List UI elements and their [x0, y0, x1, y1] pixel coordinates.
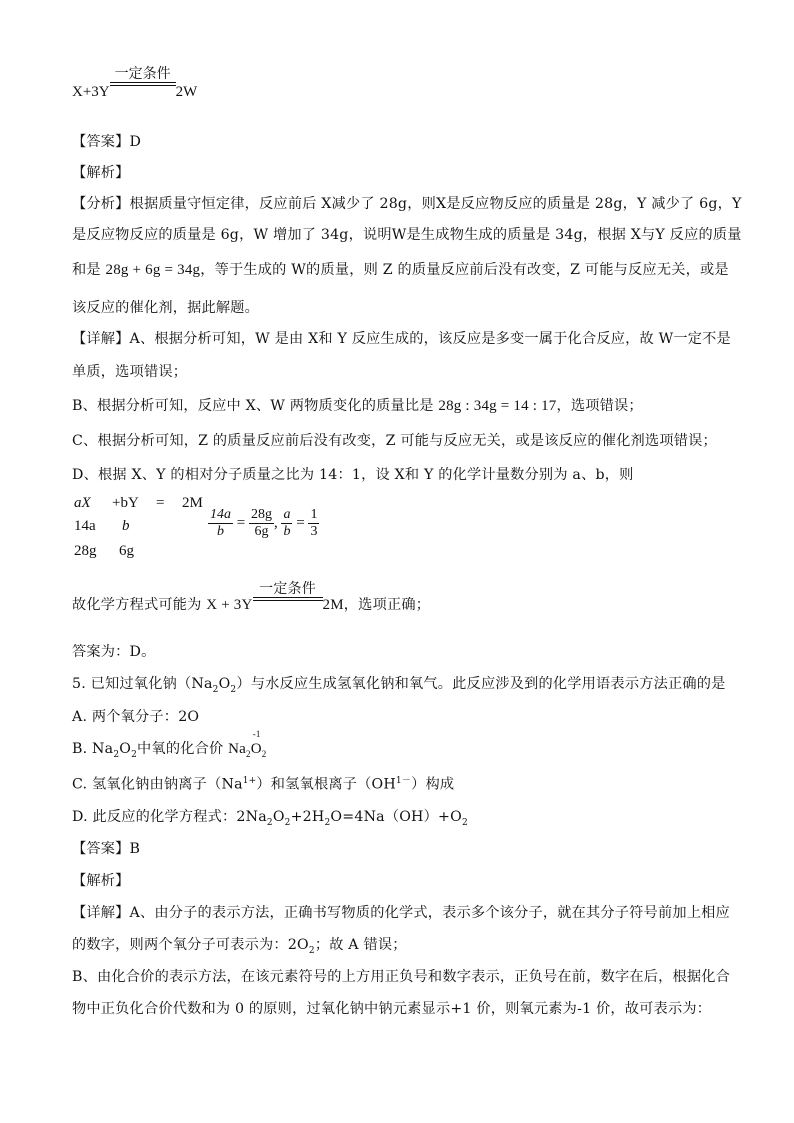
- text: ）构成: [411, 776, 455, 793]
- q4-final: 答案为：D。: [72, 644, 156, 660]
- numerator: 28g: [249, 507, 274, 524]
- q4-fenxi-line3: [72, 259, 729, 279]
- q5-analysis-label: 【解析】: [72, 873, 130, 889]
- denominator: b: [283, 524, 291, 540]
- top-eq-left: X+3Y: [72, 84, 110, 100]
- q4-fenxi-line1: 【分析】根据质量守恒定律，反应前后 X减少了 28g，则X是反应物反应的质量是 28g，Y 减少了 6g，Y: [72, 196, 742, 212]
- text: ，选项正确；: [343, 597, 431, 613]
- q5-option-a: A. 两个氧分子：2O: [72, 709, 200, 725]
- denominator: b: [217, 524, 224, 540]
- text: B. Na: [72, 741, 114, 757]
- q4-answer: 【答案】D: [72, 134, 142, 150]
- charge: 1+: [242, 776, 257, 786]
- q5-option-b: B. $Na_2O_2$中氧的化合价 $Na_2O$ -1 $_2$: [72, 729, 267, 760]
- numerator: 14a: [208, 507, 233, 524]
- text: ；故 A 错误；: [314, 937, 407, 953]
- text: O=4Na（OH）+O: [330, 809, 462, 825]
- frac-2: [249, 507, 274, 540]
- equals: =: [236, 515, 246, 532]
- q5-option-c: [72, 773, 454, 794]
- text: ，选项错误；: [556, 398, 643, 414]
- top-eq-condition: [110, 67, 176, 86]
- text: 的数字，则两个氧分子可表示为：2O: [72, 937, 309, 953]
- text: 和是: [72, 262, 101, 278]
- eq-right: 2M: [322, 597, 344, 613]
- q4-fenxi-line2: 是反应物反应的质量是 6g，W 增加了 34g，说明W是生成物生成的质量是 34g，根据 X与Y 反应的质量: [72, 227, 742, 243]
- eq-left: X + 3Y: [206, 597, 253, 613]
- text: B、根据分析可知，反应中 X、W 两物质变化的质量比是: [72, 398, 434, 414]
- text: D. 此反应的化学方程式：2Na: [72, 809, 267, 825]
- q5-stem: 5. 已知过氧化钠$(Na_2O_2)$与水反应生成氢氧化钠和氧气。此反应涉及到的化学用语表示方法正确的是: [72, 676, 726, 695]
- valence-mark: -1: [252, 729, 261, 739]
- mass-ratio-formula: 28g : 34g = 14 : 17: [438, 398, 557, 414]
- frac-3: [281, 507, 292, 540]
- mass-sum-formula: 28g + 6g = 34g: [105, 262, 201, 278]
- q4-detail-line1: 【详解】A、根据分析可知，W 是由 X和 Y 反应生成的，该反应是多变一属于化合反应，故 W一定不是: [72, 331, 731, 347]
- numerator: a: [281, 507, 292, 524]
- cell: 28g: [74, 543, 97, 559]
- fraction-equation: [208, 507, 319, 540]
- condition-text: 一定条件: [259, 581, 316, 597]
- charge: 1－: [395, 776, 412, 786]
- q5-detail-line4: 物中正负化合价代数和为 0 的原则，过氧化钠中钠元素显示+1 价，则氧元素为-1 价，故可表示为：: [72, 1001, 712, 1017]
- cell: +bY: [112, 495, 139, 511]
- q4-detail-line2: 单质，选项错误；: [72, 364, 188, 380]
- q5-detail-line2: 的数字，则两个氧分子可表示为：$2O_2$；故 A 错误；: [72, 937, 407, 956]
- q4-detail-line4: C、根据分析可知，Z 的质量反应前后没有改变，Z 可能与反应无关，或是该反应的催化剂选项错误；: [72, 433, 717, 449]
- top-eq-right: 2W: [175, 84, 198, 100]
- condition: [253, 582, 323, 601]
- q5-answer: 【答案】B: [72, 841, 141, 857]
- comma: ,: [273, 515, 278, 532]
- q4-detail-line3: [72, 395, 643, 415]
- double-line: [110, 82, 176, 86]
- double-line: [253, 597, 323, 601]
- q4-fenxi-line4: 该反应的催化剂，据此解题。: [72, 300, 260, 316]
- text: 故化学方程式可能为: [72, 597, 202, 613]
- q4-conclusion: [72, 578, 431, 613]
- text: 中氧的化合价: [137, 741, 224, 757]
- text: ，等于生成的 W的质量，则 Z 的质量反应前后没有改变，Z 可能与反应无关，或是: [200, 262, 729, 278]
- q5-detail-line3: B、由化合价的表示方法，在该元素符号的上方用正负号和数字表示，正负号在前，数字在后，根据化合: [72, 969, 731, 985]
- cell: aX: [74, 495, 91, 511]
- text: ）与水反应生成氢氧化钠和氧气。此反应涉及到的化学用语表示方法正确的是: [236, 676, 726, 692]
- q5-option-d: D. 此反应的化学方程式：$2Na_2O_2+2H_2O=4Na(OH)+O_2$: [72, 809, 468, 828]
- denominator: 3: [310, 524, 318, 540]
- numerator: 1: [308, 507, 319, 524]
- condition-text: 一定条件: [114, 66, 171, 82]
- cell: =: [156, 495, 165, 511]
- cell: 2M: [182, 495, 203, 511]
- text: O: [272, 809, 285, 825]
- text: O: [119, 741, 132, 757]
- top-equation: [72, 66, 198, 100]
- cell: 14a: [74, 518, 96, 534]
- frac-4: [308, 507, 319, 540]
- text: ）和氢氧根离子（OH: [256, 776, 396, 793]
- cell: 6g: [119, 543, 134, 559]
- q4-analysis-label: 【解析】: [72, 165, 130, 181]
- valence-notation: $Na_2O$ -1 $_2$: [228, 729, 267, 759]
- q5-detail-line1: 【详解】A、由分子的表示方法，正确书写物质的化学式，表示多个该分子，就在其分子符号前加上相应: [72, 905, 730, 921]
- text: 5. 已知过氧化钠（Na: [72, 676, 213, 692]
- q4-detail-line5: D、根据 X、Y 的相对分子质量之比为 14：1，设 X和 Y 的化学计量数分别为 a、b，则: [72, 467, 634, 483]
- text: C. 氢氧化钠由钠离子（Na: [72, 776, 243, 793]
- text: +2H: [290, 809, 325, 825]
- cell: b: [122, 518, 130, 534]
- frac-1: [208, 507, 233, 540]
- text: O: [218, 676, 231, 692]
- equals: =: [296, 515, 305, 532]
- stoich-table: [74, 495, 334, 565]
- denominator: 6g: [254, 524, 269, 540]
